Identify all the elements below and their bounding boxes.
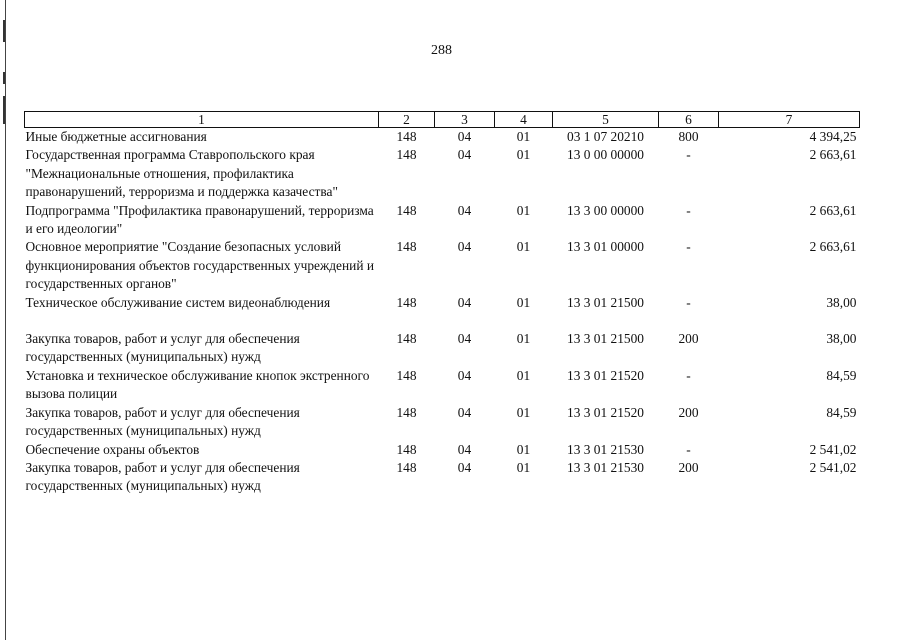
row-ministry-code: 148 [396,441,417,457]
row-section-code: 04 [457,367,472,383]
scan-edge-mark [3,72,5,84]
row-name: Подпрограмма "Профилактика правонарушений, терроризма и его идеологии" [25,202,374,237]
scan-edge-mark [3,96,5,124]
row-name: Закупка товаров, работ и услуг для обеспечения государственных (муниципальных) нужд [25,459,300,494]
row-name: Государственная программа Ставропольского края "Межнациональные отношения, профилактика правонарушений, терроризма и поддержка казачества" [25,147,338,200]
row-subsection-code: 01 [516,331,531,347]
row-amount: 2 541,02 [809,441,857,457]
row-ministry-code: 148 [396,459,417,475]
header-cell-5: 5 [553,112,659,128]
row-target-code: 13 3 01 21530 [567,459,644,475]
row-amount: 84,59 [826,367,857,383]
row-amount: 2 541,02 [809,459,857,475]
row-section-code: 04 [457,239,472,255]
row-expense-type: 200 [678,404,699,420]
row-subsection-code: 01 [516,202,531,218]
row-target-code: 03 1 07 20210 [567,129,644,144]
budget-table [24,111,860,496]
row-name: Техническое обслуживание систем видеонаблюдения [25,294,331,310]
row-name: Закупка товаров, работ и услуг для обеспечения государственных (муниципальных) нужд [25,404,300,439]
scan-left-edge-line [5,0,6,640]
row-ministry-code: 148 [396,202,417,218]
row-target-code: 13 3 01 00000 [567,239,644,255]
table-row [25,367,860,404]
table-row [25,294,860,312]
table-spacer-row [25,312,860,330]
row-expense-type: 200 [678,459,699,475]
table-row [25,146,860,201]
row-target-code: 13 3 01 21520 [567,404,644,420]
header-cell-2: 2 [379,112,435,128]
row-name: Обеспечение охраны объектов [25,441,200,457]
row-expense-type: - [686,367,691,383]
table-row [25,330,860,367]
row-ministry-code: 148 [396,367,417,383]
row-name: Закупка товаров, работ и услуг для обеспечения государственных (муниципальных) нужд [25,331,300,365]
row-expense-type: - [686,294,691,310]
row-expense-type: - [686,441,691,457]
row-section-code: 04 [457,129,472,144]
row-expense-type: 200 [678,331,699,347]
row-ministry-code: 148 [396,239,417,255]
scan-edge-mark [3,20,5,42]
row-subsection-code: 01 [516,294,531,310]
header-cell-1: 1 [25,112,379,128]
table-row [25,404,860,441]
row-ministry-code: 148 [396,331,417,347]
row-ministry-code: 148 [396,294,417,310]
header-row [25,112,860,128]
row-amount: 84,59 [826,404,857,420]
row-amount: 2 663,61 [809,147,857,163]
row-section-code: 04 [457,202,472,218]
row-expense-type: - [686,239,691,255]
row-amount: 2 663,61 [809,239,857,255]
row-expense-type: - [686,202,691,218]
row-ministry-code: 148 [396,147,417,163]
table-row [25,238,860,293]
table-row [25,128,860,147]
row-name: Установка и техническое обслуживание кнопок экстренного вызова полиции [25,367,370,402]
table-row [25,459,860,496]
row-amount: 2 663,61 [809,202,857,218]
table-row [25,441,860,459]
row-target-code: 13 3 01 21500 [567,294,644,310]
row-target-code: 13 3 01 21520 [567,367,644,383]
row-expense-type: 800 [678,129,699,144]
row-subsection-code: 01 [516,459,531,475]
row-name: Иные бюджетные ассигнования [25,129,207,144]
row-ministry-code: 148 [396,129,417,144]
row-subsection-code: 01 [516,129,531,144]
header-cell-3: 3 [435,112,495,128]
page-number: 288 [431,43,452,58]
row-subsection-code: 01 [516,404,531,420]
row-section-code: 04 [457,459,472,475]
header-cell-4: 4 [495,112,553,128]
row-subsection-code: 01 [516,367,531,383]
row-section-code: 04 [457,294,472,310]
row-expense-type: - [686,147,691,163]
row-name: Основное мероприятие "Создание безопасных условий функционирования объектов государственных учреждений и государственных органов" [25,239,375,292]
row-target-code: 13 3 01 21530 [567,441,644,457]
row-subsection-code: 01 [516,239,531,255]
header-cell-7: 7 [719,112,860,128]
row-section-code: 04 [457,147,472,163]
row-subsection-code: 01 [516,441,531,457]
row-amount: 38,00 [826,294,857,310]
row-section-code: 04 [457,331,472,347]
row-target-code: 13 3 01 21500 [567,331,644,347]
table-row [25,202,860,239]
row-target-code: 13 3 00 00000 [567,202,644,218]
row-section-code: 04 [457,441,472,457]
row-amount: 4 394,25 [809,129,857,144]
row-target-code: 13 0 00 00000 [567,147,644,163]
row-section-code: 04 [457,404,472,420]
row-amount: 38,00 [826,331,857,347]
row-subsection-code: 01 [516,147,531,163]
row-ministry-code: 148 [396,404,417,420]
header-cell-6: 6 [659,112,719,128]
